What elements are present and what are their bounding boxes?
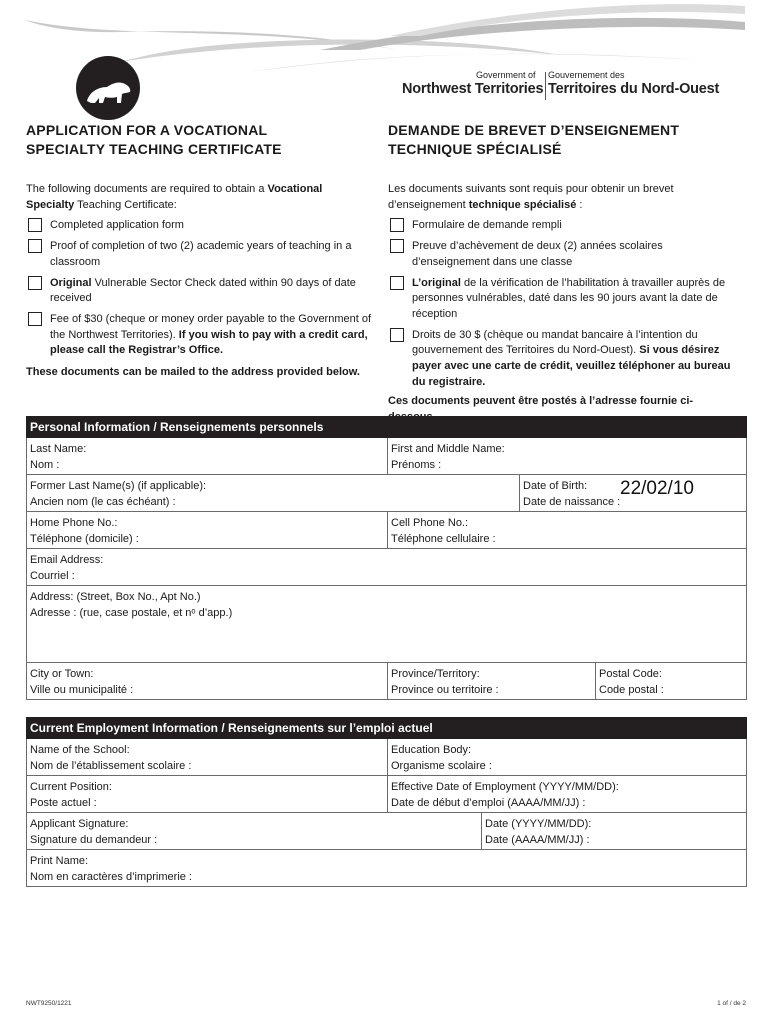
intro-en xyxy=(26,182,376,213)
checkbox[interactable] xyxy=(390,239,404,253)
title-fr-line-1: DEMANDE DE BREVET D’ENSEIGNEMENT xyxy=(388,122,680,138)
title-fr xyxy=(388,121,728,159)
checklist-item-fr-3 xyxy=(388,276,738,323)
city-field[interactable] xyxy=(27,663,388,699)
checklist-label-bold: Si vous désirez payer avec une carte de crédit, veuillez téléphoner au bureau du registraire. xyxy=(412,344,731,388)
checklist-item-fr-1 xyxy=(388,218,738,234)
field-label-en: City or Town: xyxy=(30,668,94,680)
address-field[interactable] xyxy=(27,586,746,662)
title-en-line-2: SPECIALTY TEACHING CERTIFICATE xyxy=(26,141,282,157)
checkbox[interactable] xyxy=(28,276,42,290)
personal-info-heading: Personal Information / Renseignements personnels xyxy=(26,416,747,438)
field-label-en: Education Body: xyxy=(391,744,472,756)
field-label-fr: Courriel : xyxy=(30,569,75,582)
education-body-field[interactable] xyxy=(388,739,746,775)
signature-field[interactable] xyxy=(27,813,482,849)
field-label-en: Applicant Signature: xyxy=(30,818,129,830)
intro-en-tail: Teaching Certificate: xyxy=(74,198,177,211)
current-position-field[interactable] xyxy=(27,776,388,812)
checklist-item-en-3 xyxy=(26,276,376,307)
polar-bear-logo xyxy=(73,53,143,123)
intro-fr xyxy=(388,182,738,213)
row-email xyxy=(26,549,747,586)
field-label-en: Date (YYYY/MM/DD): xyxy=(485,818,592,830)
mail-note-fr: Ces documents peuvent être postés à l’adresse fournie ci- xyxy=(388,395,694,408)
government-fr-small: Gouvernement des xyxy=(548,70,625,80)
intro-fr-bold: technique spécialisé xyxy=(468,198,577,211)
title-en-line-1: APPLICATION FOR A VOCATIONAL xyxy=(26,122,268,138)
page-number: 1 of / de 2 xyxy=(717,1000,746,1007)
checklist-label-bold: Original xyxy=(50,276,92,289)
postal-code-field[interactable] xyxy=(596,663,746,699)
field-label-fr: Nom de l’établissement scolaire : xyxy=(30,759,192,772)
intro-en-bold-2: Specialty xyxy=(26,198,75,211)
field-label-fr: Téléphone (domicile) : xyxy=(30,532,139,545)
requirements-fr xyxy=(388,182,738,428)
field-label-fr: Province ou territoire : xyxy=(391,683,499,696)
checkbox[interactable] xyxy=(390,328,404,342)
intro-fr-lead: Les documents suivants sont requis pour obtenir un brevet d’enseignement xyxy=(388,183,674,211)
checkbox[interactable] xyxy=(390,276,404,290)
checklist-label: Fee of $30 (cheque or money order payable to the Government of the Northwest Territories). xyxy=(50,312,372,341)
intro-en-lead: The following documents are required to obtain a xyxy=(26,183,268,195)
field-label-fr: Nom : xyxy=(30,458,60,471)
field-label-en: Last Name: xyxy=(30,443,87,455)
field-label-en: Email Address: xyxy=(30,554,104,566)
government-fr-big: Territoires du Nord-Ouest xyxy=(548,81,720,97)
field-label-fr: Date (AAAA/MM/JJ) : xyxy=(485,833,590,846)
checklist-label: Formulaire de demande rempli xyxy=(412,219,562,232)
row-school xyxy=(26,739,747,776)
employment-info-heading: Current Employment Information / Renseignements sur l’emploi actuel xyxy=(26,717,747,739)
cell-phone-field[interactable] xyxy=(388,512,746,548)
field-label-fr: Organisme scolaire : xyxy=(391,759,492,772)
checklist-label: Proof of completion of two (2) academic years of teaching in a classroom xyxy=(50,240,352,268)
row-former-dob xyxy=(26,475,747,512)
home-phone-field[interactable] xyxy=(27,512,388,548)
intro-en-bold-1: Vocational xyxy=(267,183,323,195)
field-label-fr: Poste actuel : xyxy=(30,796,97,809)
row-phones xyxy=(26,512,747,549)
checkbox[interactable] xyxy=(28,239,42,253)
signature-date-field[interactable] xyxy=(482,813,746,849)
field-label-en: Current Position: xyxy=(30,781,112,793)
field-label-en: Print Name: xyxy=(30,855,89,867)
intro-fr-tail: : xyxy=(576,198,583,211)
field-label-fr: Téléphone cellulaire : xyxy=(391,532,496,545)
government-en-big: Northwest Territories xyxy=(402,81,544,97)
row-position xyxy=(26,776,747,813)
field-label-en: First and Middle Name: xyxy=(391,443,505,455)
section-gap xyxy=(26,700,747,717)
header-divider xyxy=(545,72,546,100)
application-form xyxy=(26,416,747,887)
checklist-label: Droits de 30 $ (chèque ou mandat bancaire à l’intention du gouvernement des Territoires du Nord-Ouest). xyxy=(412,328,698,357)
date-of-birth-field[interactable] xyxy=(520,475,746,511)
checkbox[interactable] xyxy=(28,312,42,326)
checklist-label-bold: L’original xyxy=(412,276,461,289)
row-print-name xyxy=(26,850,747,887)
effective-date-field[interactable] xyxy=(388,776,746,812)
former-name-field[interactable] xyxy=(27,475,520,511)
checklist-label-bold: If you wish to pay with a credit card, please call the Registrar’s Office. xyxy=(50,328,368,357)
field-label-fr: Prénoms : xyxy=(391,458,442,471)
last-name-field[interactable] xyxy=(27,438,388,474)
field-label-fr: Ville ou municipalité : xyxy=(30,683,134,696)
field-label-fr: Nom en caractères d’imprimerie : xyxy=(30,870,192,883)
first-name-field[interactable] xyxy=(388,438,746,474)
checklist-item-fr-2 xyxy=(388,239,738,270)
school-name-field[interactable] xyxy=(27,739,388,775)
checklist-item-en-1 xyxy=(26,218,376,234)
field-label-fr: Date de début d’emploi (AAAA/MM/JJ) : xyxy=(391,796,586,809)
province-field[interactable] xyxy=(388,663,596,699)
field-label-fr: Date de naissance : xyxy=(523,495,621,508)
row-names xyxy=(26,438,747,475)
checklist-label: Preuve d’achèvement de deux (2) années scolaires d’enseignement dans une classe xyxy=(412,240,663,268)
row-signature xyxy=(26,813,747,850)
field-label-en: Effective Date of Employment (YYYY/MM/DD): xyxy=(391,781,619,793)
checkbox[interactable] xyxy=(390,218,404,232)
checklist-item-fr-4 xyxy=(388,328,738,391)
title-en xyxy=(26,121,356,159)
field-label-fr: Signature du demandeur : xyxy=(30,833,158,846)
field-label-en: Former Last Name(s) (if applicable): xyxy=(30,480,207,492)
field-label-en: Date of Birth: xyxy=(523,480,588,492)
email-field[interactable] xyxy=(27,549,746,585)
government-en-small: Government of xyxy=(476,70,536,80)
field-label-en: Address: (Street, Box No., Apt No.) xyxy=(30,591,201,603)
checkbox[interactable] xyxy=(28,218,42,232)
checklist-label: Vulnerable Sector Check dated within 90 days of date received xyxy=(50,276,356,305)
checklist-item-en-2 xyxy=(26,239,376,270)
row-address xyxy=(26,586,747,663)
mail-note-en: These documents can be mailed to the address provided below. xyxy=(26,366,360,379)
government-en xyxy=(402,70,543,97)
page-header xyxy=(0,0,770,112)
checklist-label: Completed application form xyxy=(50,219,184,232)
row-city xyxy=(26,663,747,700)
field-label-fr: Code postal : xyxy=(599,683,664,696)
form-number: NWT9250/1221 xyxy=(26,1000,72,1007)
field-label-en: Home Phone No.: xyxy=(30,517,118,529)
field-label-en: Province/Territory: xyxy=(391,668,480,680)
checklist-label: de la vérification de l’habilitation à travailler auprès de personnes vulnérables, daté dans les 90 jours avant la date de réception xyxy=(412,276,726,320)
requirements-en xyxy=(26,182,376,383)
government-fr xyxy=(548,70,719,97)
date-of-birth-value: 22/02/10 xyxy=(620,478,694,499)
field-label-en: Postal Code: xyxy=(599,668,662,680)
field-label-en: Name of the School: xyxy=(30,744,130,756)
field-label-en: Cell Phone No.: xyxy=(391,517,469,529)
checklist-item-en-4 xyxy=(26,312,376,359)
print-name-field[interactable] xyxy=(27,850,746,886)
field-label-fr: Ancien nom (le cas échéant) : xyxy=(30,495,176,508)
field-label-fr: Adresse : (rue, case postale, et nᵒ d’app.) xyxy=(30,606,233,619)
title-fr-line-2: TECHNIQUE SPÉCIALISÉ xyxy=(388,141,562,157)
